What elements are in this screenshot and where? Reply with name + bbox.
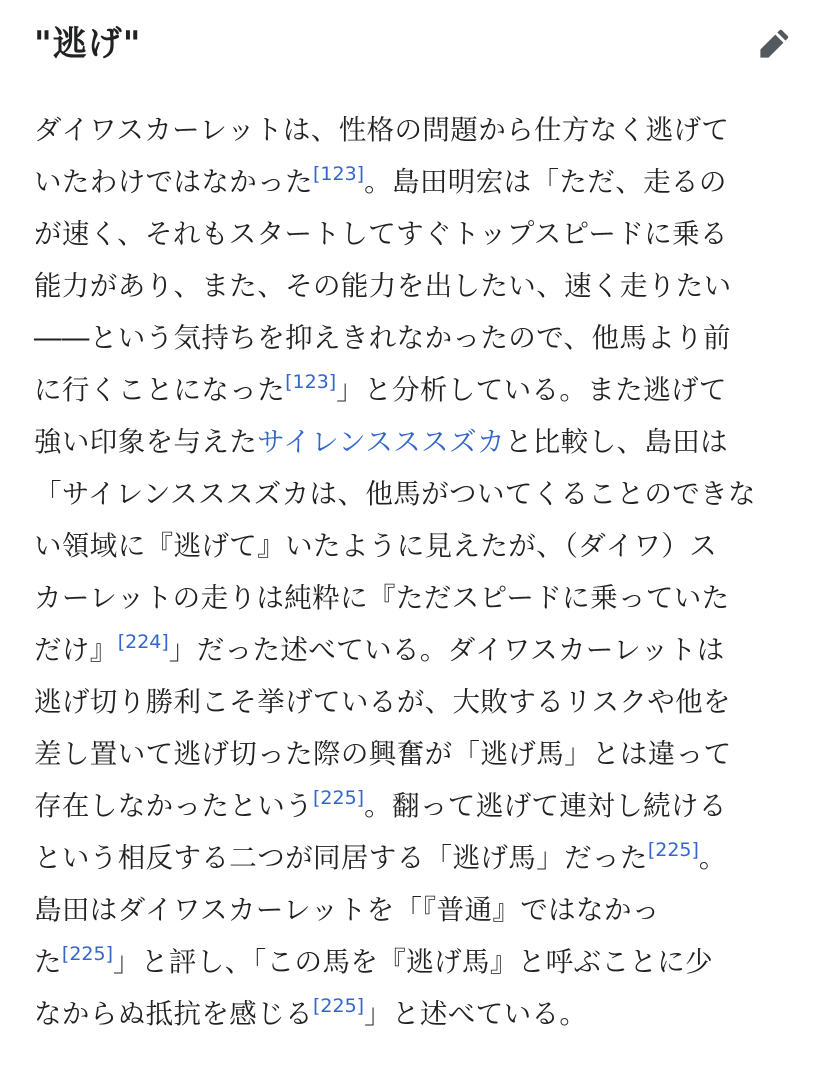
- text: という相反する二つが同居する「逃げ馬」だった: [34, 842, 648, 874]
- text-line: [34, 884, 789, 936]
- text-line: [34, 936, 789, 988]
- text: ――という気持ちを抑えきれなかったので、他馬より前: [34, 322, 731, 354]
- text-line: [34, 468, 789, 520]
- text: た: [34, 946, 62, 978]
- text: 島田はダイワスカーレットを「『普通』ではなかっ: [34, 894, 660, 926]
- text: 」と評し、「この馬を『逃げ馬』と呼ぶことに少: [113, 946, 714, 978]
- text: 能力があり、また、その能力を出したい、速く走りたい: [34, 270, 732, 302]
- text: 強い印象を与えた: [34, 426, 258, 458]
- pencil-edit-icon: [757, 27, 791, 61]
- text-line: [34, 832, 789, 884]
- text-line: [34, 364, 789, 416]
- text: 。: [698, 842, 727, 874]
- text: なからぬ抵抗を感じる: [34, 998, 313, 1030]
- text: が速く、それもスタートしてすぐトップスピードに乗る: [34, 218, 728, 250]
- text: 逃げ切り勝利こそ挙げているが、大敗するリスクや他を: [34, 686, 731, 718]
- text: 。島田明宏は「ただ、走るの: [364, 166, 727, 198]
- text: 差し置いて逃げ切った際の興奮が「逃げ馬」とは違って: [34, 738, 732, 770]
- reference-link[interactable]: [225]: [313, 995, 365, 1017]
- article-link-silence-suzuka[interactable]: サイレンスススズカ: [257, 426, 505, 458]
- text-line: [34, 260, 789, 312]
- text: カーレットの走りは純粋に『ただスピードに乗っていた: [34, 582, 730, 614]
- text: だけ』: [34, 634, 118, 666]
- text: に行くことになった: [34, 374, 286, 406]
- section-header: [34, 18, 794, 70]
- text: 」と分析している。また逃げて: [336, 374, 727, 406]
- text-line: [34, 728, 789, 780]
- reference-link[interactable]: [225]: [647, 839, 699, 861]
- reference-link[interactable]: [123]: [285, 371, 337, 393]
- reference-link[interactable]: [225]: [313, 787, 365, 809]
- reference-link[interactable]: [123]: [313, 163, 365, 185]
- edit-section-button[interactable]: [754, 24, 794, 64]
- text-line: [34, 104, 789, 156]
- text: 「サイレンスススズカは、他馬がついてくることのできな: [34, 478, 756, 510]
- text: 。翻って逃げて連対し続ける: [364, 790, 727, 822]
- text-line: [34, 988, 789, 1040]
- text: 」と述べている。: [364, 998, 588, 1030]
- article-paragraph: [34, 104, 789, 1040]
- text: ダイワスカーレットは、性格の問題から仕方なく逃げて: [34, 114, 730, 146]
- text-line: [34, 520, 789, 572]
- text-line: [34, 156, 789, 208]
- text-line: [34, 572, 789, 624]
- text-line: [34, 676, 789, 728]
- text: と比較し、島田は: [504, 426, 729, 458]
- text-line: [34, 208, 789, 260]
- text: いたわけではなかった: [34, 166, 313, 198]
- text: い領域に『逃げて』いたように見えたが、（ダイワ）ス: [34, 530, 718, 562]
- text-line: [34, 780, 789, 832]
- text: 」だった述べている。ダイワスカーレットは: [168, 634, 725, 666]
- section-title: "逃げ": [34, 24, 142, 64]
- reference-link[interactable]: [224]: [117, 631, 169, 653]
- reference-link[interactable]: [225]: [61, 943, 113, 965]
- text-line: [34, 416, 789, 468]
- text-line: [34, 624, 789, 676]
- text-line: [34, 312, 789, 364]
- text: 存在しなかったという: [34, 790, 313, 822]
